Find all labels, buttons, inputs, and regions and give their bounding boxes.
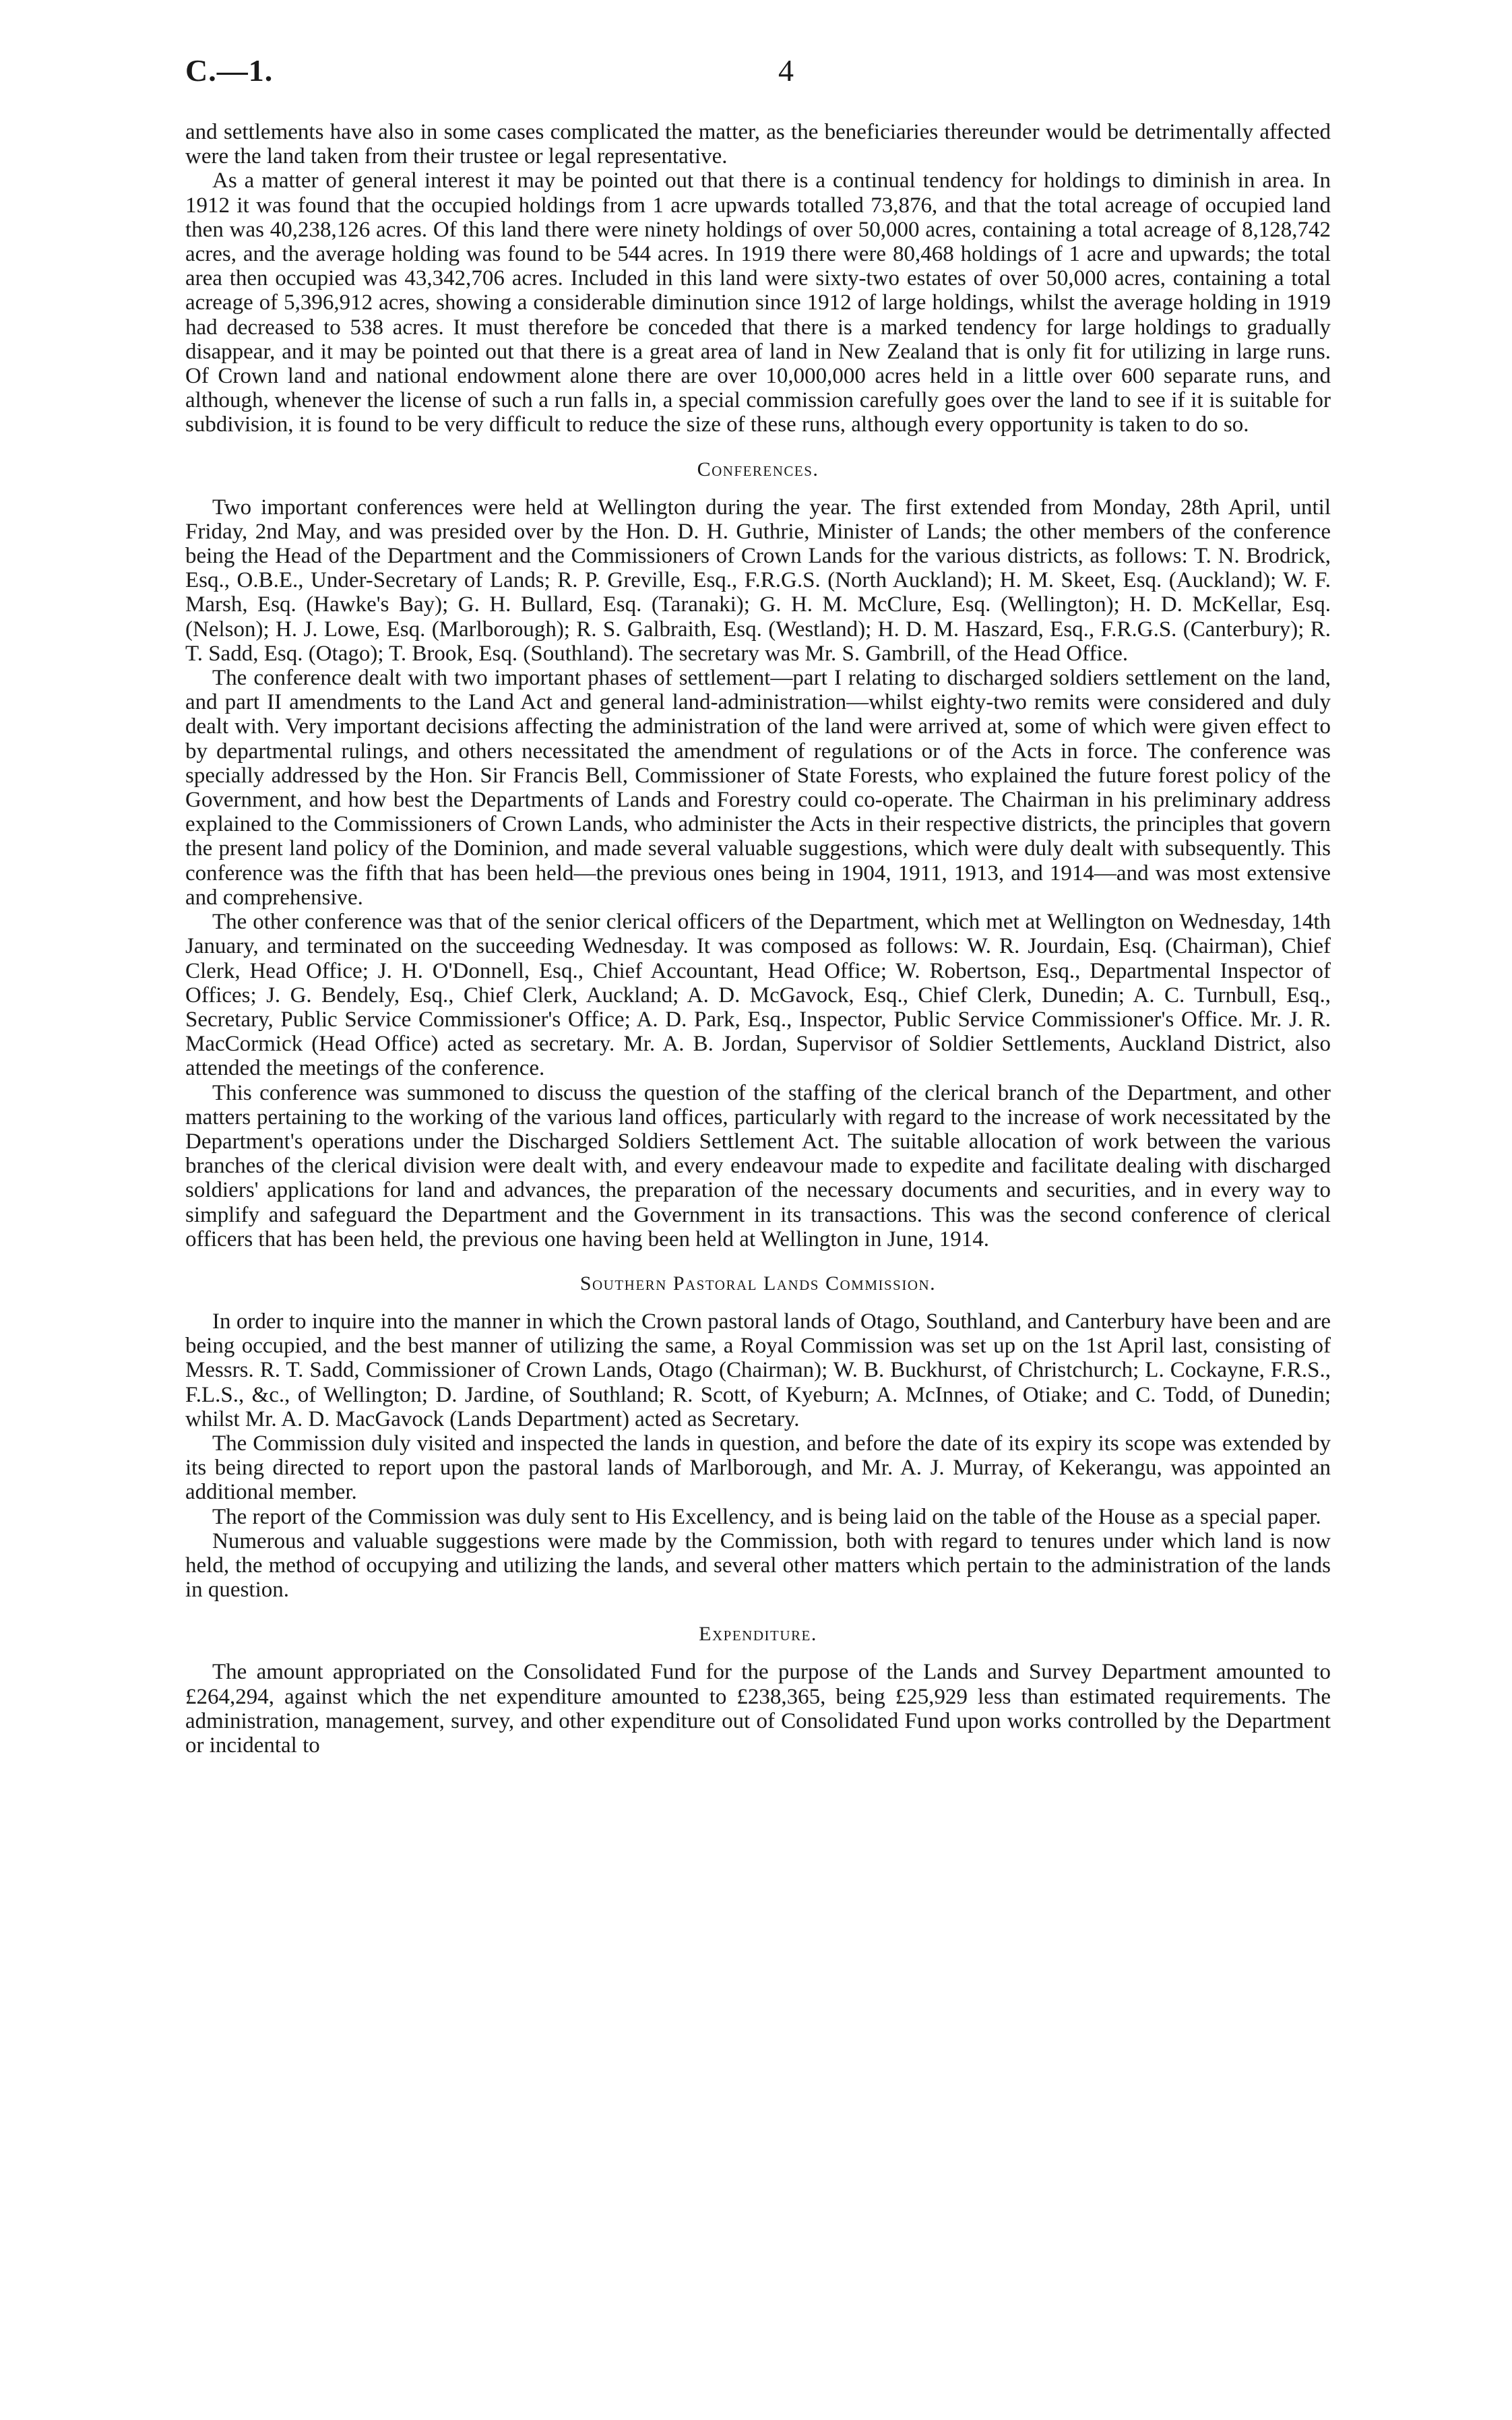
paragraph: The report of the Commission was duly sent to His Excellency, and is being laid on the table of the House as a special paper.	[212, 1504, 1321, 1529]
page-number: 4	[778, 53, 794, 88]
paragraph: The Commission duly visited and inspected the lands in question, and before the date of its expiry its scope was extended by its being directed to report upon the pastoral lands of Marlborough, and Mr. A. J. Murray, of Kekerangu, was appointed an additional member.	[185, 1431, 1331, 1505]
document-reference: C.—1.	[185, 53, 274, 88]
section-heading-expenditure: Expenditure.	[699, 1623, 817, 1646]
paragraph: The amount appropriated on the Consolidated Fund for the purpose of the Lands and Survey Department amounted to £264,294, against which the net expenditure amounted to £238,365, being £25,929 less than estimated requirements. The administration, management, survey, and other expenditure out of Consolidated Fund upon works controlled by the Department or incidental to	[185, 1660, 1331, 1758]
paragraph: As a matter of general interest it may be pointed out that there is a continual tendency for holdings to diminish in area. In 1912 it was found that the occupied holdings from 1 acre upwards totalled 73,876, and that the total acreage of occupied land then was 40,238,126 acres. Of this land there were ninety holdings of over 50,000 acres, containing a total acreage of 8,128,742 acres, and the average holding was found to be 544 acres. In 1919 there were 80,468 holdings of 1 acre and upwards; the total area then occupied was 43,342,706 acres. Included in this land were sixty-two estates of over 50,000 acres, containing a total acreage of 5,396,912 acres, showing a considerable diminution since 1912 of large holdings, whilst the average holding in 1919 had decreased to 538 acres. It must therefore be conceded that there is a marked tendency for large holdings to gradually disappear, and it may be pointed out that there is a great area of land in New Zealand that is only fit for utilizing in large runs. Of Crown land and national endowment alone there are over 10,000,000 acres held in a little over 600 separate runs, and although, whenever the license of such a run falls in, a special commission carefully goes over the land to see if it is suitable for subdivision, it is found to be very difficult to reduce the size of these runs, although every opportunity is taken to do so.	[185, 168, 1331, 437]
paragraph: Two important conferences were held at Wellington during the year. The first extended from Monday, 28th April, until Friday, 2nd May, and was presided over by the Hon. D. H. Guthrie, Minister of Lands; the other members of the conference being the Head of the Department and the Commissioners of Crown Lands for the various districts, as follows: T. N. Brodrick, Esq., O.B.E., Under-Secretary of Lands; R. P. Greville, Esq., F.R.G.S. (North Auckland); H. M. Skeet, Esq. (Auckland); W. F. Marsh, Esq. (Hawke's Bay); G. H. Bullard, Esq. (Taranaki); G. H. M. McClure, Esq. (Wellington); H. D. McKellar, Esq. (Nelson); H. J. Lowe, Esq. (Marlborough); R. S. Galbraith, Esq. (Westland); H. D. M. Haszard, Esq., F.R.G.S. (Canterbury); R. T. Sadd, Esq. (Otago); T. Brook, Esq. (Southland). The secretary was Mr. S. Gambrill, of the Head Office.	[185, 495, 1331, 666]
paragraph: and settlements have also in some cases complicated the matter, as the beneficiaries thereunder would be detrimentally affected were the land taken from their trustee or legal representative.	[185, 120, 1331, 169]
paragraph: The conference dealt with two important phases of settlement—part I relating to discharged soldiers settlement on the land, and part II amendments to the Land Act and general land-administration—whilst eighty-two remits were considered and duly dealt with. Very important decisions affecting the administration of the land were arrived at, some of which were given effect to by departmental rulings, and others necessitated the amendment of regulations or of the Acts in force. The conference was specially addressed by the Hon. Sir Francis Bell, Commissioner of State Forests, who explained the future forest policy of the Government, and how best the Departments of Lands and Forestry could co-operate. The Chairman in his preliminary address explained to the Commissioners of Crown Lands, who administer the Acts in their respective districts, the principles that govern the present land policy of the Dominion, and made several valuable suggestions, which were duly dealt with subsequently. This conference was the fifth that has been held—the previous ones being in 1904, 1911, 1913, and 1914—and was most extensive and comprehensive.	[185, 666, 1331, 910]
paragraph: In order to inquire into the manner in which the Crown pastoral lands of Otago, Southland, and Canterbury have been and are being occupied, and the best manner of utilizing the same, a Royal Commission was set up on the 1st April last, consisting of Messrs. R. T. Sadd, Commissioner of Crown Lands, Otago (Chairman); W. B. Buckhurst, of Christchurch; L. Cockayne, F.R.S., F.L.S., &c., of Wellington; D. Jardine, of Southland; R. Scott, of Kyeburn; A. McInnes, of Otiake; and C. Todd, of Dunedin; whilst Mr. A. D. MacGavock (Lands Department) acted as Secretary.	[185, 1309, 1331, 1431]
document-body	[185, 120, 1331, 1758]
paragraph: This conference was summoned to discuss the question of the staffing of the clerical branch of the Department, and other matters pertaining to the working of the various land offices, particularly with regard to the increase of work necessitated by the Department's operations under the Discharged Soldiers Settlement Act. The suitable allocation of work between the various branches of the clerical division were dealt with, and every endeavour made to expedite and facilitate dealing with discharged soldiers' applications for land and advances, the preparation of the necessary documents and securities, and in every way to simplify and safeguard the Department and the Government in its transactions. This was the second conference of clerical officers that has been held, the previous one having been held at Wellington in June, 1914.	[185, 1080, 1331, 1251]
paragraph: The other conference was that of the senior clerical officers of the Department, which met at Wellington on Wednesday, 14th January, and terminated on the succeeding Wednesday. It was composed as follows: W. R. Jourdain, Esq. (Chairman), Chief Clerk, Head Office; J. H. O'Donnell, Esq., Chief Accountant, Head Office; W. Robertson, Esq., Departmental Inspector of Offices; J. G. Bendely, Esq., Chief Clerk, Auckland; A. D. McGavock, Esq., Chief Clerk, Dunedin; A. C. Turnbull, Esq., Secretary, Public Service Commissioner's Office; A. D. Park, Esq., Inspector, Public Service Commissioner's Office. Mr. J. R. MacCormick (Head Office) acted as secretary. Mr. A. B. Jordan, Supervisor of Soldier Settlements, Auckland District, also attended the meetings of the conference.	[185, 910, 1331, 1081]
section-heading-conferences: Conferences.	[697, 458, 819, 480]
paragraph: Numerous and valuable suggestions were made by the Commission, both with regard to tenures under which land is now held, the method of occupying and utilizing the lands, and several other matters which pertain to the administration of the lands in question.	[185, 1528, 1331, 1603]
section-heading-southern-pastoral-lands-commission: Southern Pastoral Lands Commission.	[579, 1272, 937, 1295]
page-header	[185, 53, 1358, 93]
